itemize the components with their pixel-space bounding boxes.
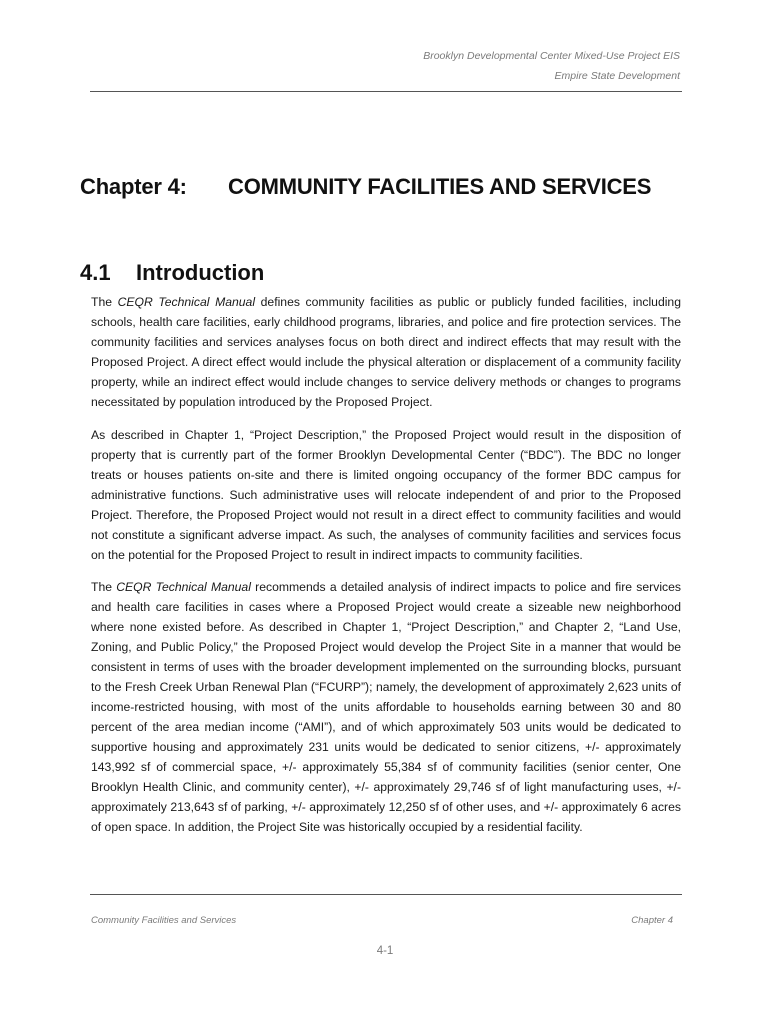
footer-rule [90,894,682,895]
paragraph-2: As described in Chapter 1, “Project Description,” the Proposed Project would result in the disposition of property that is currently part of the former Brooklyn Developmental Center (“BDC”). The BDC no longer treats or houses patients on-site and there is limited ongoing occupancy of the former BDC campus for administrative functions. Such administrative uses will relocate independent of and prior to the Proposed Project. Therefore, the Proposed Project would not result in a direct effect to community facilities and would not constitute a significant adverse impact. As such, the analyses of community facilities and services focus on the potential for the Proposed Project to result in indirect impacts to community facilities. [91,427,681,562]
chapter-number: Chapter 4: [80,174,187,199]
running-header [423,46,680,86]
section-number: 4.1 [80,260,111,285]
header-agency: Empire State Development [554,70,680,82]
section-heading [80,260,264,286]
manual-title: CEQR Technical Manual [116,580,251,594]
footer-chapter-number: Chapter 4 [631,915,673,926]
chapter-heading [80,174,651,200]
footer-chapter-title: Community Facilities and Services [91,915,237,926]
page-number: 4-1 [376,945,394,957]
paragraph-1: The CEQR Technical Manual defines community facilities as public or publicly funded facilities, including schools, health care facilities, early childhood programs, libraries, and police and fire protection services. The community facilities and services analyses focus on both direct and indirect effects that may result with the Proposed Project. A direct effect would include the physical alteration or displacement of a community facility property, while an indirect effect would include changes to service delivery methods or changes to programs necessitated by population introduced by the Proposed Project. [91,295,681,409]
manual-title: CEQR Technical Manual [117,295,256,309]
header-project-title: Brooklyn Developmental Center Mixed-Use Project EIS [423,50,680,62]
section-title: Introduction [136,260,265,285]
chapter-title: COMMUNITY FACILITIES AND SERVICES [228,174,652,199]
body-text [91,292,681,850]
header-rule [90,91,682,92]
paragraph-3: The CEQR Technical Manual recommends a detailed analysis of indirect impacts to police and fire services and health care facilities in cases where a Proposed Project would create a sizeable new neighborhood where none existed before. As described in Chapter 1, “Project Description,” and Chapter 2, “Land Use, Zoning, and Public Policy,” the Proposed Project would develop the Project Site in a manner that would be consistent in terms of uses with the broader development implemented on the surrounding blocks, pursuant to the Fresh Creek Urban Renewal Plan (“FCURP”); namely, the development of approximately 2,623 units of income-restricted housing, with most of the units affordable to households earning between 30 and 80 percent of the area median income (“AMI”), and of which approximately 503 units would be dedicated to supportive housing and approximately 231 units would be dedicated to senior citizens, +/- approximately 143,992 sf of commercial space, +/- approximately 55,384 sf of community facilities (senior center, One Brooklyn Health Clinic, and community center), +/- approximately 29,746 sf of light manufacturing uses, +/- approximately 213,643 sf of parking, +/- approximately 12,250 sf of other uses, and +/- approximately 6 acres of open space. In addition, the Project Site was historically occupied by a residential facility. [91,580,681,834]
